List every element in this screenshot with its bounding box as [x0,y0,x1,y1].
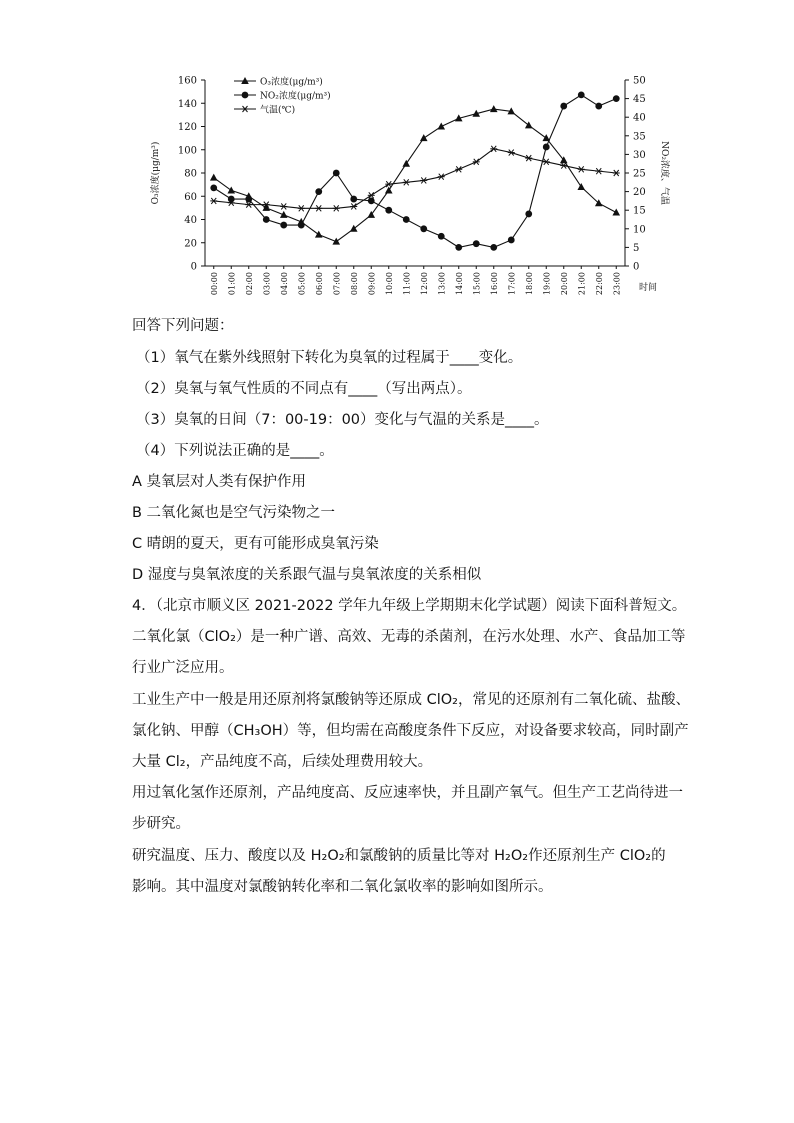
x-tick-label: 15:00 [472,272,482,296]
series-line-2 [214,149,617,209]
series-point-1 [403,216,410,223]
left-tick-label: 0 [190,261,197,273]
x-tick-label: 09:00 [367,272,377,296]
legend-label: NO₂浓度(μg/m³) [260,91,331,102]
series-point-0 [525,121,533,128]
right-tick-label: 5 [633,242,640,254]
left-tick-label: 140 [177,98,197,110]
paragraph-3-line-2: 步研究。 [132,816,190,832]
right-tick-label: 15 [633,205,646,217]
x-tick-label: 01:00 [227,272,237,296]
series-point-1 [298,222,305,229]
paragraph-2-line-3: 大量 Cl₂，产品纯度不高，后续处理费用较大。 [132,754,433,770]
series-point-1 [333,170,340,177]
left-tick-label: 60 [184,191,197,203]
series-point-2 [438,174,445,180]
option-d: D 湿度与臭氧浓度的关系跟气温与臭氧浓度的关系相似 [132,567,482,583]
paragraph-2-line-2: 氯化钠、甲醇（CH₃OH）等，但均需在高酸度条件下反应，对设备要求较高，同时副产 [132,723,689,739]
question-3: （3）臭氧的日间（7：00-19：00）变化与气温的关系是____。 [136,412,549,428]
series-point-0 [385,186,393,193]
left-tick-label: 120 [177,122,197,133]
x-tick-label: 12:00 [419,272,429,296]
left-tick-label: 40 [184,215,197,226]
paragraph-3-line-1: 用过氧化氢作还原剂，产品纯度高、反应速率快，并且副产氧气。但生产工艺尚待进一 [132,785,683,801]
left-axis-label: O₃浓度(μg/m³) [151,141,161,205]
series-point-2 [508,150,515,156]
legend-label: 气温(℃) [260,105,296,116]
series-point-1 [578,91,585,98]
series-point-2 [613,170,620,176]
right-tick-label: 20 [633,187,646,199]
series-point-1 [280,222,287,229]
x-tick-label: 06:00 [314,272,324,296]
x-tick-label: 08:00 [349,272,359,296]
series-point-0 [210,174,218,181]
option-b: B 二氧化氮也是空气污染物之一 [132,505,336,521]
right-tick-label: 10 [633,224,646,236]
series-point-1 [525,211,532,218]
series-point-2 [315,205,322,211]
x-tick-label: 00:00 [209,272,219,296]
pollution-line-chart [140,70,670,300]
series-point-2 [420,177,427,183]
x-tick-label: 16:00 [489,272,499,296]
series-point-2 [210,198,217,204]
series-point-1 [613,95,620,102]
series-point-1 [490,244,497,251]
series-point-0 [437,123,445,130]
series-point-2 [595,168,602,174]
option-a: A 臭氧层对人类有保护作用 [132,474,307,490]
series-point-0 [315,231,323,238]
x-tick-label: 14:00 [454,272,464,296]
x-tick-label: 22:00 [594,272,604,296]
series-point-1 [263,216,270,223]
right-tick-label: 0 [633,261,640,273]
x-tick-label: 20:00 [559,272,569,296]
x-tick-label: 07:00 [332,272,342,296]
series-point-1 [210,184,217,191]
series-point-0 [350,225,358,232]
x-tick-label: 10:00 [384,272,394,296]
series-point-2 [543,159,550,165]
series-point-1 [228,196,235,203]
option-c: C 晴朗的夏天，更有可能形成臭氧污染 [132,536,379,552]
series-point-1 [438,233,445,240]
paragraph-4-line-2: 影响。其中温度对氯酸钠转化率和二氧化氯收率的影响如图所示。 [132,879,553,895]
question-intro: 回答下列问题： [132,318,234,334]
series-line-1 [214,95,617,248]
series-point-2 [298,205,305,211]
paragraph-1-line-2: 行业广泛应用。 [132,660,234,676]
question-1: （1）氧气在紫外线照射下转化为臭氧的过程属于____变化。 [136,350,523,366]
series-point-2 [280,203,287,209]
series-point-1 [385,207,392,214]
series-point-1 [473,240,480,247]
series-point-0 [577,183,585,190]
series-point-2 [578,166,585,172]
x-tick-label: 17:00 [507,272,517,296]
right-tick-label: 45 [633,94,646,106]
series-point-1 [315,188,322,195]
series-point-1 [350,196,357,203]
x-tick-label: 03:00 [262,272,272,296]
x-tick-label: 02:00 [244,272,254,296]
series-point-1 [560,103,567,110]
series-point-0 [490,105,498,112]
paragraph-4-line-1: 研究温度、压力、酸度以及 H₂O₂和氯酸钠的质量比等对 H₂O₂作还原剂生产 ClO₂的 [132,848,666,864]
left-tick-label: 80 [184,168,197,180]
paragraph-1-line-1: 二氧化氯（ClO₂）是一种广谱、高效、无毒的杀菌剂，在污水处理、水产、食品加工等 [132,629,686,645]
series-point-1 [455,244,462,251]
right-axis-label: NO₂浓度、气温 [659,141,669,205]
series-point-0 [612,209,620,216]
x-tick-label: 23:00 [612,272,622,296]
x-tick-label: 11:00 [402,272,412,296]
series-point-0 [227,186,235,193]
legend-marker [242,106,249,112]
right-tick-label: 25 [633,168,646,180]
right-tick-label: 30 [633,149,646,161]
series-point-1 [245,196,252,203]
question-2: （2）臭氧与氧气性质的不同点有____（写出两点）。 [136,381,472,397]
x-tick-label: 21:00 [577,272,587,296]
x-tick-label: 18:00 [524,272,534,296]
left-tick-label: 100 [177,145,197,157]
question-4-title: 4．（北京市顺义区 2021-2022 学年九年级上学期期末化学试题）阅读下面科普短文。 [132,598,687,614]
x-tick-label: 05:00 [297,272,307,296]
series-point-1 [595,103,602,110]
series-point-1 [420,225,427,232]
series-point-2 [333,205,340,211]
x-tick-label: 13:00 [437,272,447,296]
series-point-1 [543,144,550,151]
x-axis-label: 时间 [639,283,658,293]
series-point-2 [525,155,532,161]
series-point-2 [403,179,410,185]
series-point-2 [455,166,462,172]
right-tick-label: 50 [633,75,646,87]
legend-label: O₃浓度(μg/m³) [260,77,323,88]
paragraph-2-line-1: 工业生产中一般是用还原剂将氯酸钠等还原成 ClO₂，常见的还原剂有二氧化硫、盐酸、 [132,692,690,708]
question-4: （4）下列说法正确的是____。 [136,443,334,459]
left-tick-label: 20 [184,238,197,250]
x-tick-label: 04:00 [279,272,289,296]
series-point-0 [420,134,428,141]
right-tick-label: 40 [633,112,646,124]
right-tick-label: 35 [633,131,646,143]
left-tick-label: 160 [177,75,197,87]
x-tick-label: 19:00 [542,272,552,296]
series-point-1 [508,237,515,244]
legend-marker [242,92,249,99]
series-point-1 [368,198,375,205]
